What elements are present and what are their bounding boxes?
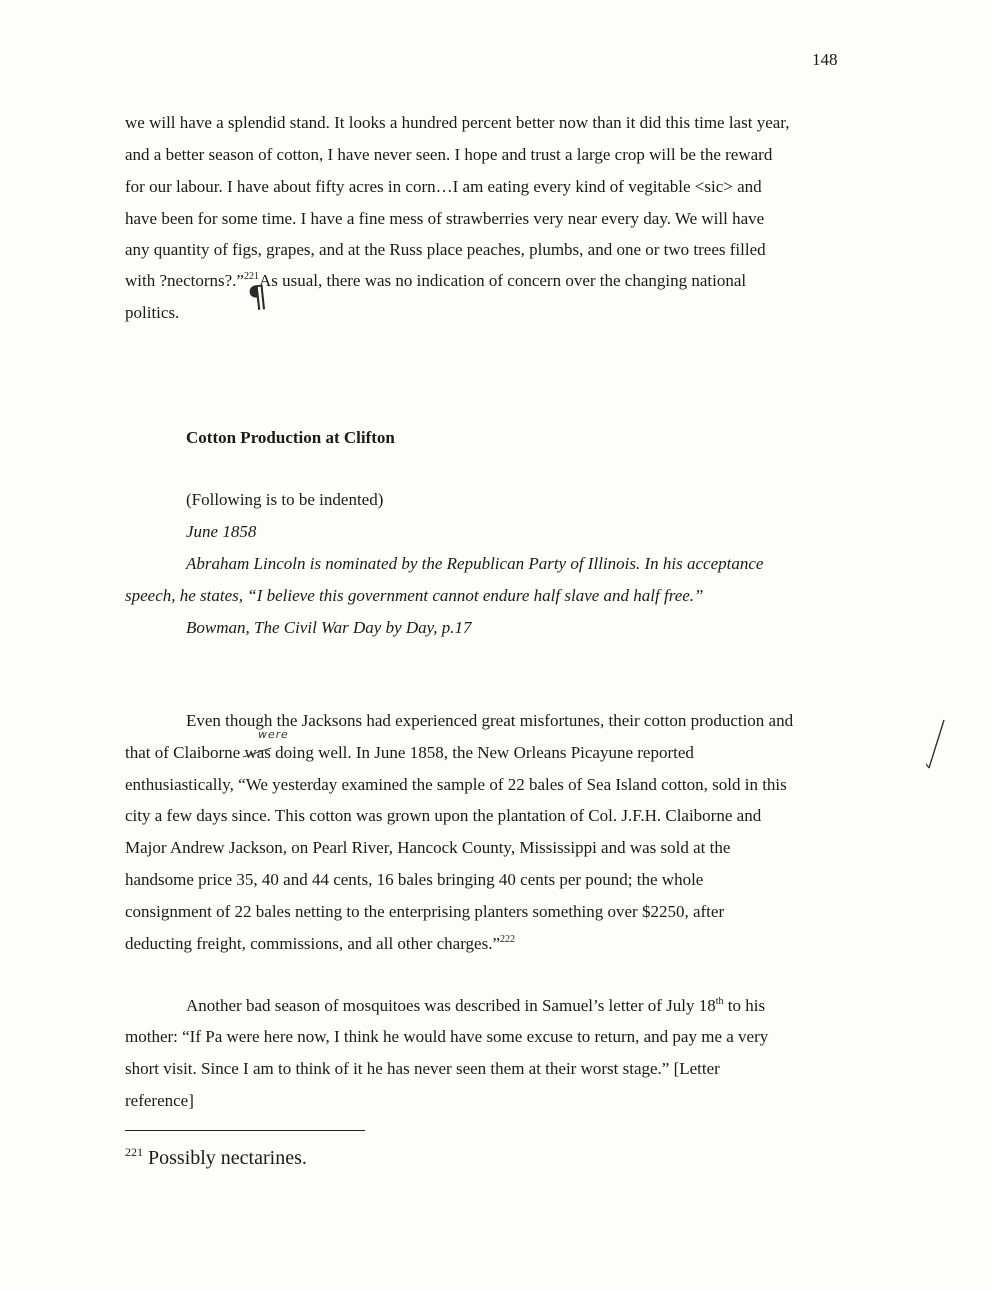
text-span: Another bad season of mosquitoes was described in Samuel’s letter of July 18 bbox=[186, 996, 716, 1015]
text-line: and a better season of cotton, I have never seen. I hope and trust a large crop will be the reward bbox=[125, 145, 773, 164]
handwritten-check-mark-icon bbox=[926, 718, 948, 778]
text-span: with ?nectorns?.” bbox=[125, 271, 244, 290]
epigraph-source: Bowman, The Civil War Day by Day, p.17 bbox=[186, 618, 472, 637]
footnote-ref-221: 221 bbox=[243, 271, 259, 282]
handwritten-insertion: were bbox=[256, 728, 290, 741]
text-line: for our labour. I have about fifty acres in corn…I am eating every kind of vegitable <sic> and bbox=[125, 177, 762, 196]
text-line: city a few days since. This cotton was grown upon the plantation of Col. J.F.H. Claiborne and bbox=[125, 806, 762, 825]
text-line: reference] bbox=[125, 1091, 194, 1110]
ordinal-suffix: th bbox=[715, 996, 724, 1007]
text-span: As usual, there was no indication of concern over the changing national bbox=[258, 271, 747, 290]
text-line: have been for some time. I have a fine mess of strawberries very near every day. We will have bbox=[125, 209, 765, 228]
text-span: that of Claiborne bbox=[125, 743, 245, 762]
text-line: enthusiastically, “We yesterday examined the sample of 22 bales of Sea Island cotton, sold in this bbox=[125, 775, 787, 794]
epigraph-date: June 1858 bbox=[186, 522, 257, 541]
handwritten-pilcrow-mark: ¶ bbox=[246, 279, 269, 316]
footnote-text: Possibly nectarines. bbox=[143, 1147, 307, 1169]
text-line: short visit. Since I am to think of it he has never seen them at their worst stage.” [Letter bbox=[125, 1059, 720, 1078]
text-line bbox=[125, 271, 746, 291]
text-span: to his bbox=[723, 996, 766, 1015]
text-line: Major Andrew Jackson, on Pearl River, Hancock County, Mississippi and was sold at the bbox=[125, 838, 731, 857]
section-heading: Cotton Production at Clifton bbox=[186, 428, 395, 447]
text-line: we will have a splendid stand. It looks a hundred percent better now than it did this time last year, bbox=[125, 113, 790, 132]
text-line: Even though the Jacksons had experienced great misfortunes, their cotton production and bbox=[186, 711, 794, 730]
text-line bbox=[125, 934, 515, 954]
text-line: any quantity of figs, grapes, and at the Russ place peaches, plumbs, and one or two trees filled bbox=[125, 240, 766, 259]
text-line: mother: “If Pa were here now, I think he would have some excuse to return, and pay me a very bbox=[125, 1027, 769, 1046]
text-line: politics. bbox=[125, 303, 180, 322]
page-number: 148 bbox=[812, 50, 838, 69]
text-line bbox=[125, 743, 694, 763]
footnote-number: 221 bbox=[125, 1145, 143, 1159]
footnote-ref-222: 222 bbox=[500, 934, 516, 945]
text-span: deducting freight, commissions, and all other charges.” bbox=[125, 934, 501, 953]
epigraph-instruction: (Following is to be indented) bbox=[186, 490, 384, 509]
footnote-separator bbox=[125, 1130, 365, 1131]
text-span: doing well. In June 1858, the New Orleans Picayune reported bbox=[275, 743, 694, 762]
epigraph-quote-line: Abraham Lincoln is nominated by the Republican Party of Illinois. In his acceptance bbox=[186, 554, 764, 573]
text-line: handsome price 35, 40 and 44 cents, 16 bales bringing 40 cents per pound; the whole bbox=[125, 870, 704, 889]
text-line: consignment of 22 bales netting to the enterprising planters something over $2250, after bbox=[125, 902, 725, 921]
text-line bbox=[186, 996, 765, 1016]
epigraph-quote-line: speech, he states, “I believe this government cannot endure half slave and half free.” bbox=[125, 586, 704, 605]
struck-word: was bbox=[244, 743, 271, 762]
footnote bbox=[125, 1146, 307, 1170]
